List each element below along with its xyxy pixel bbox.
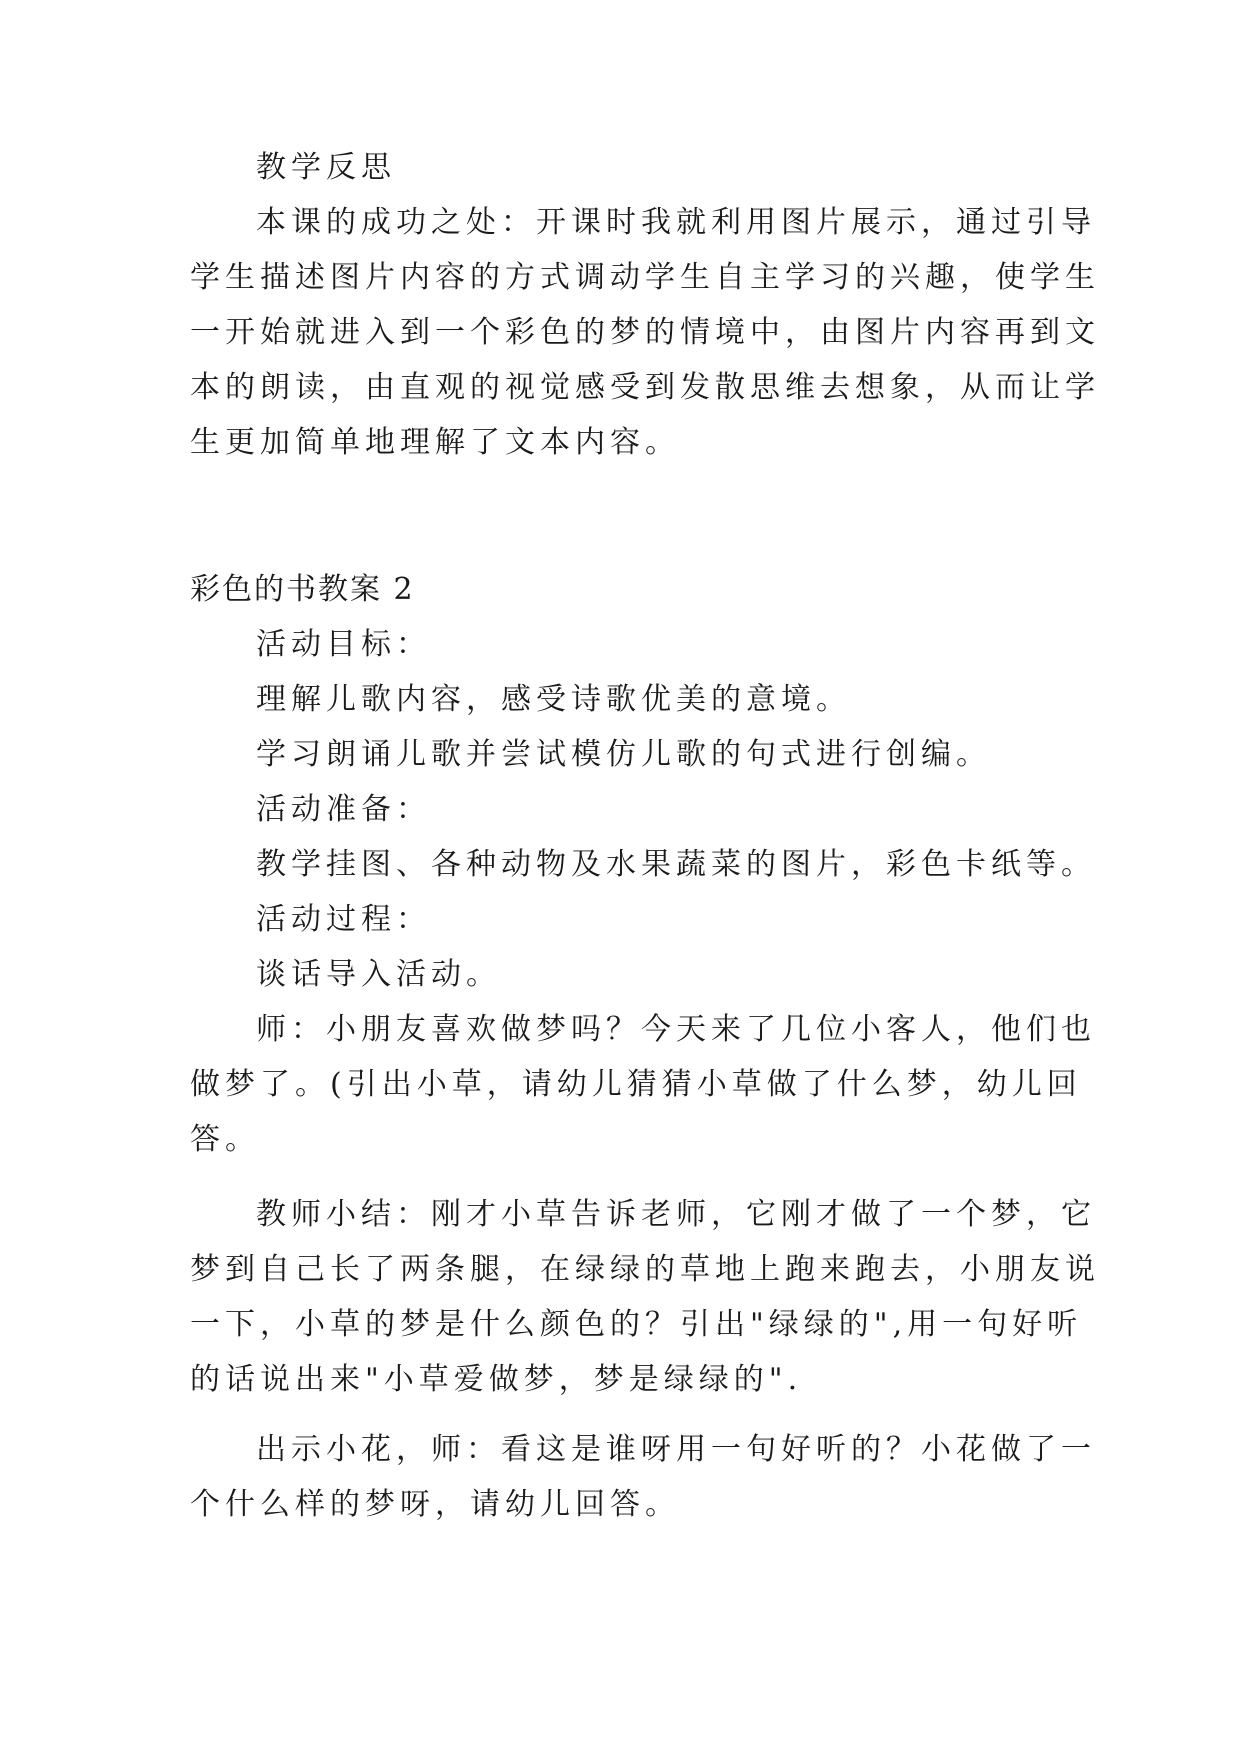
paragraph-line: 一开始就进入到一个彩色的梦的情境中，由图片内容再到文 xyxy=(190,315,1100,350)
paragraph-line: 本的朗读，由直观的视觉感受到发散思维去想象，从而让学 xyxy=(190,370,1100,405)
paragraph-line: 出示小花，师：看这是谁呀用一句好听的？小花做了一 xyxy=(256,1432,1096,1467)
paragraph-line: 教师小结：刚才小草告诉老师，它刚才做了一个梦，它 xyxy=(256,1197,1096,1232)
paragraph-line: 答。 xyxy=(190,1122,260,1157)
paragraph-line: 的话说出来"小草爱做梦，梦是绿绿的". xyxy=(190,1362,803,1397)
prep-label: 活动准备： xyxy=(256,792,431,827)
paragraph-line: 做梦了。(引出小草，请幼儿猜猜小草做了什么梦，幼儿回 xyxy=(190,1067,1082,1102)
paragraph-line: 一下，小草的梦是什么颜色的？引出"绿绿的",用一句好听 xyxy=(190,1307,1083,1342)
paragraph-line: 个什么样的梦呀，请幼儿回答。 xyxy=(190,1487,680,1522)
goal-item: 理解儿歌内容，感受诗歌优美的意境。 xyxy=(256,682,851,717)
prep-text: 教学挂图、各种动物及水果蔬菜的图片，彩色卡纸等。 xyxy=(256,847,1096,882)
paragraph-line: 师：小朋友喜欢做梦吗？今天来了几位小客人，他们也 xyxy=(256,1012,1096,1047)
process-step: 谈话导入活动。 xyxy=(256,957,501,992)
paragraph-line: 本课的成功之处：开课时我就利用图片展示，通过引导 xyxy=(256,205,1096,240)
goal-item: 学习朗诵儿歌并尝试模仿儿歌的句式进行创编。 xyxy=(256,737,991,772)
document-title: 彩色的书教案 2 xyxy=(190,572,415,607)
paragraph-line: 生更加简单地理解了文本内容。 xyxy=(190,425,680,460)
process-label: 活动过程： xyxy=(256,902,431,937)
section-heading: 教学反思 xyxy=(256,150,396,185)
goals-label: 活动目标： xyxy=(256,627,431,662)
paragraph-line: 学生描述图片内容的方式调动学生自主学习的兴趣，使学生 xyxy=(190,260,1100,295)
paragraph-line: 梦到自己长了两条腿，在绿绿的草地上跑来跑去，小朋友说 xyxy=(190,1252,1100,1287)
